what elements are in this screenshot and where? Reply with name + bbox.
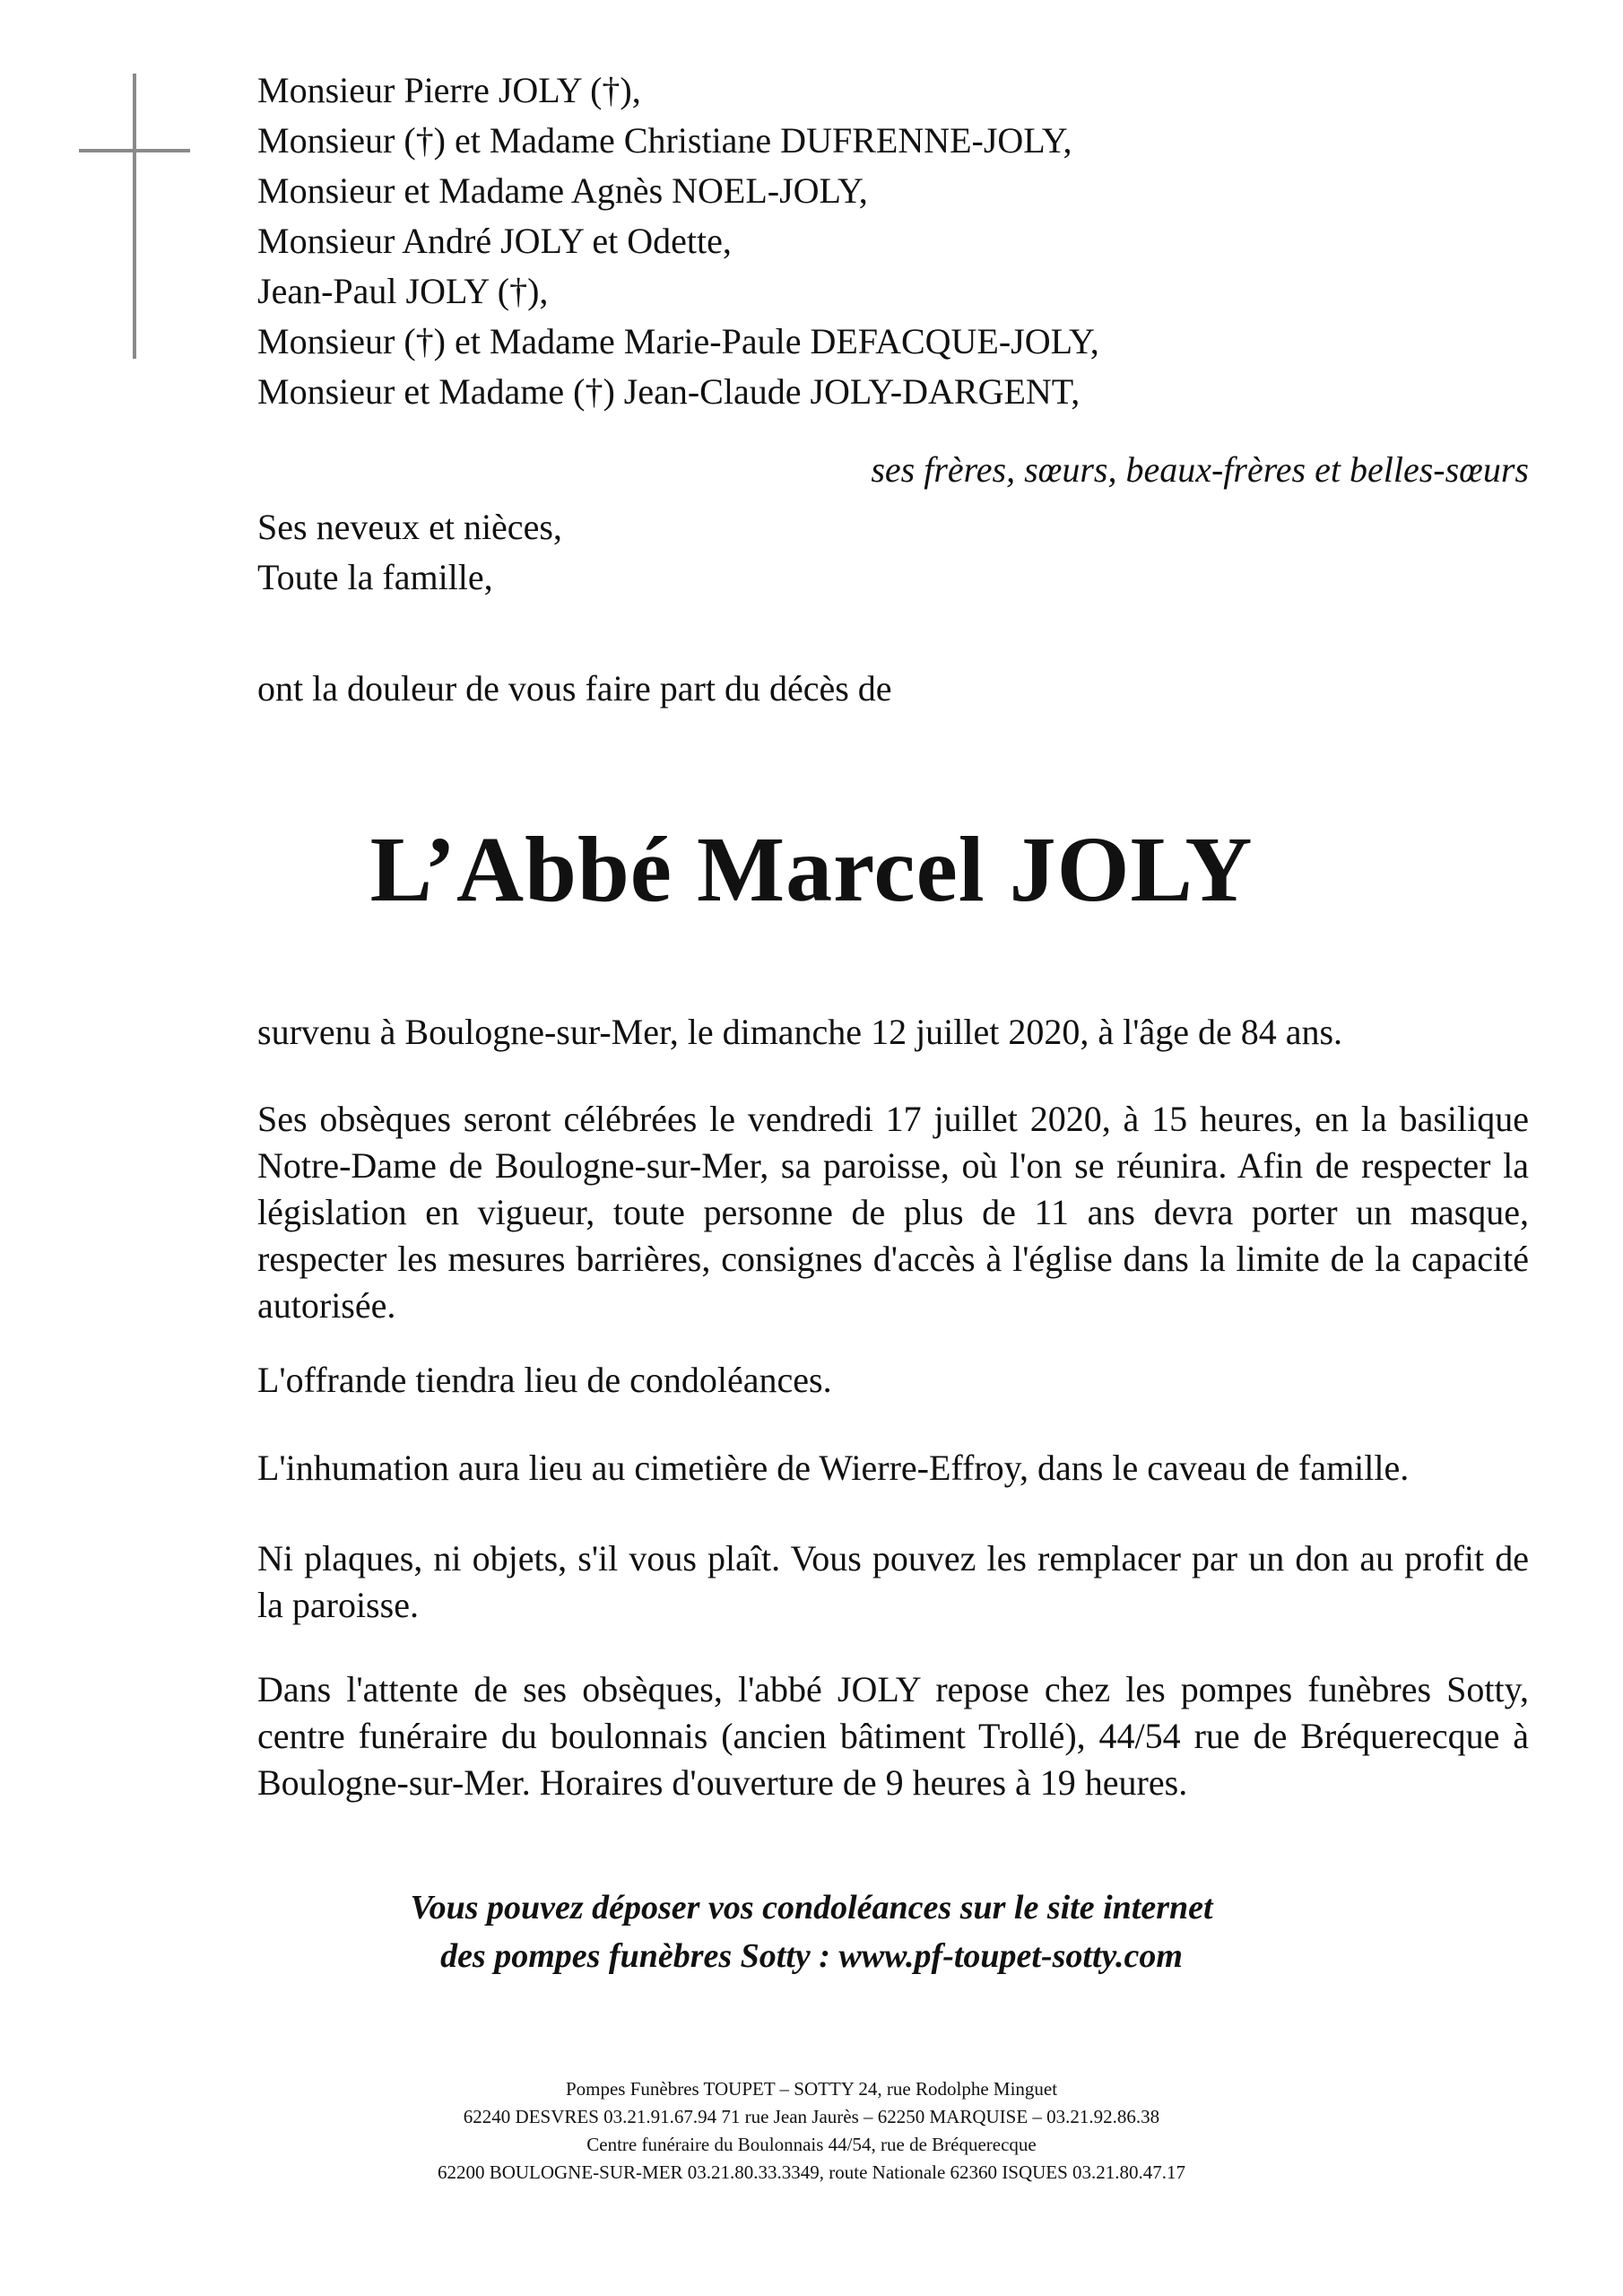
footer-line: 62240 DESVRES 03.21.91.67.94 71 rue Jean Jaurès – 62250 MARQUISE – 03.21.92.86.38 [463,2106,1160,2127]
cross-vertical-bar [133,74,136,359]
footer-line: Centre funéraire du Boulonnais 44/54, rue de Bréquerecque [586,2134,1037,2155]
online-condolences-line: des pompes funèbres Sotty : www.pf-toupet-sotty.com [440,1937,1183,1975]
family-member: Monsieur et Madame (†) Jean-Claude JOLY-DARGENT, [257,371,1081,412]
family-member: Monsieur et Madame Agnès NOEL-JOLY, [257,170,868,211]
flowers-notice: Ni plaques, ni objets, s'il vous plaît. Vous pouvez les remplacer par un don au profit de la paroisse. [257,1538,1529,1625]
cross-horizontal-bar [79,149,190,152]
footer-line: 62200 BOULOGNE-SUR-MER 03.21.80.33.3349, route Nationale 62360 ISQUES 03.21.80.47.17 [437,2161,1186,2183]
announcement-text: ont la douleur de vous faire part du décès de [257,668,892,709]
funeral-home-footer [0,2075,1623,2187]
footer-line: Pompes Funèbres TOUPET – SOTTY 24, rue Rodolphe Minguet [565,2078,1058,2100]
extended-family-line: Ses neveux et nièces, [257,507,562,547]
family-member: Monsieur (†) et Madame Marie-Paule DEFACQUE-JOLY, [257,321,1099,361]
family-member: Monsieur Pierre JOLY (†), [257,70,641,110]
deceased-name: L’Abbé Marcel JOLY [369,818,1254,921]
extended-family-line: Toute la famille, [257,557,493,597]
resting-place-details: Dans l'attente de ses obsèques, l'abbé JOLY repose chez les pompes funèbres Sotty, centre funéraire du boulonnais (ancien bâtiment Trollé), 44/54 rue de Bréquerecque à Boulogne-sur-Mer. Horaires d'ouverture de 9 heures à 19 heures. [257,1669,1529,1803]
online-condolences-line: Vous pouvez déposer vos condoléances sur le site internet [410,1889,1213,1926]
death-details: survenu à Boulogne-sur-Mer, le dimanche 12 juillet 2020, à l'âge de 84 ans. [257,1012,1343,1052]
funeral-details: Ses obsèques seront célébrées le vendredi 17 juillet 2020, à 15 heures, en la basilique Notre-Dame de Boulogne-sur-Mer, sa paroisse, où l'on se réunira. Afin de respecter la législation en vigueur, toute personne de plus de 11 ans devra porter un masque, respecter les mesures barrières, consignes d'accès à l'église dans la limite de la capacité autorisée. [257,1099,1529,1326]
extended-family [257,502,562,603]
family-list [257,65,1549,417]
offering-notice: L'offrande tiendra lieu de condoléances. [257,1360,832,1400]
family-member: Monsieur (†) et Madame Christiane DUFRENNE-JOLY, [257,120,1072,161]
relation-caption: ses frères, sœurs, beaux-frères et belles-sœurs [871,449,1529,490]
family-member: Jean-Paul JOLY (†), [257,271,549,311]
burial-details: L'inhumation aura lieu au cimetière de Wierre-Effroy, dans le caveau de famille. [257,1448,1410,1488]
online-condolences [0,1883,1623,1980]
family-member: Monsieur André JOLY et Odette, [257,221,732,261]
